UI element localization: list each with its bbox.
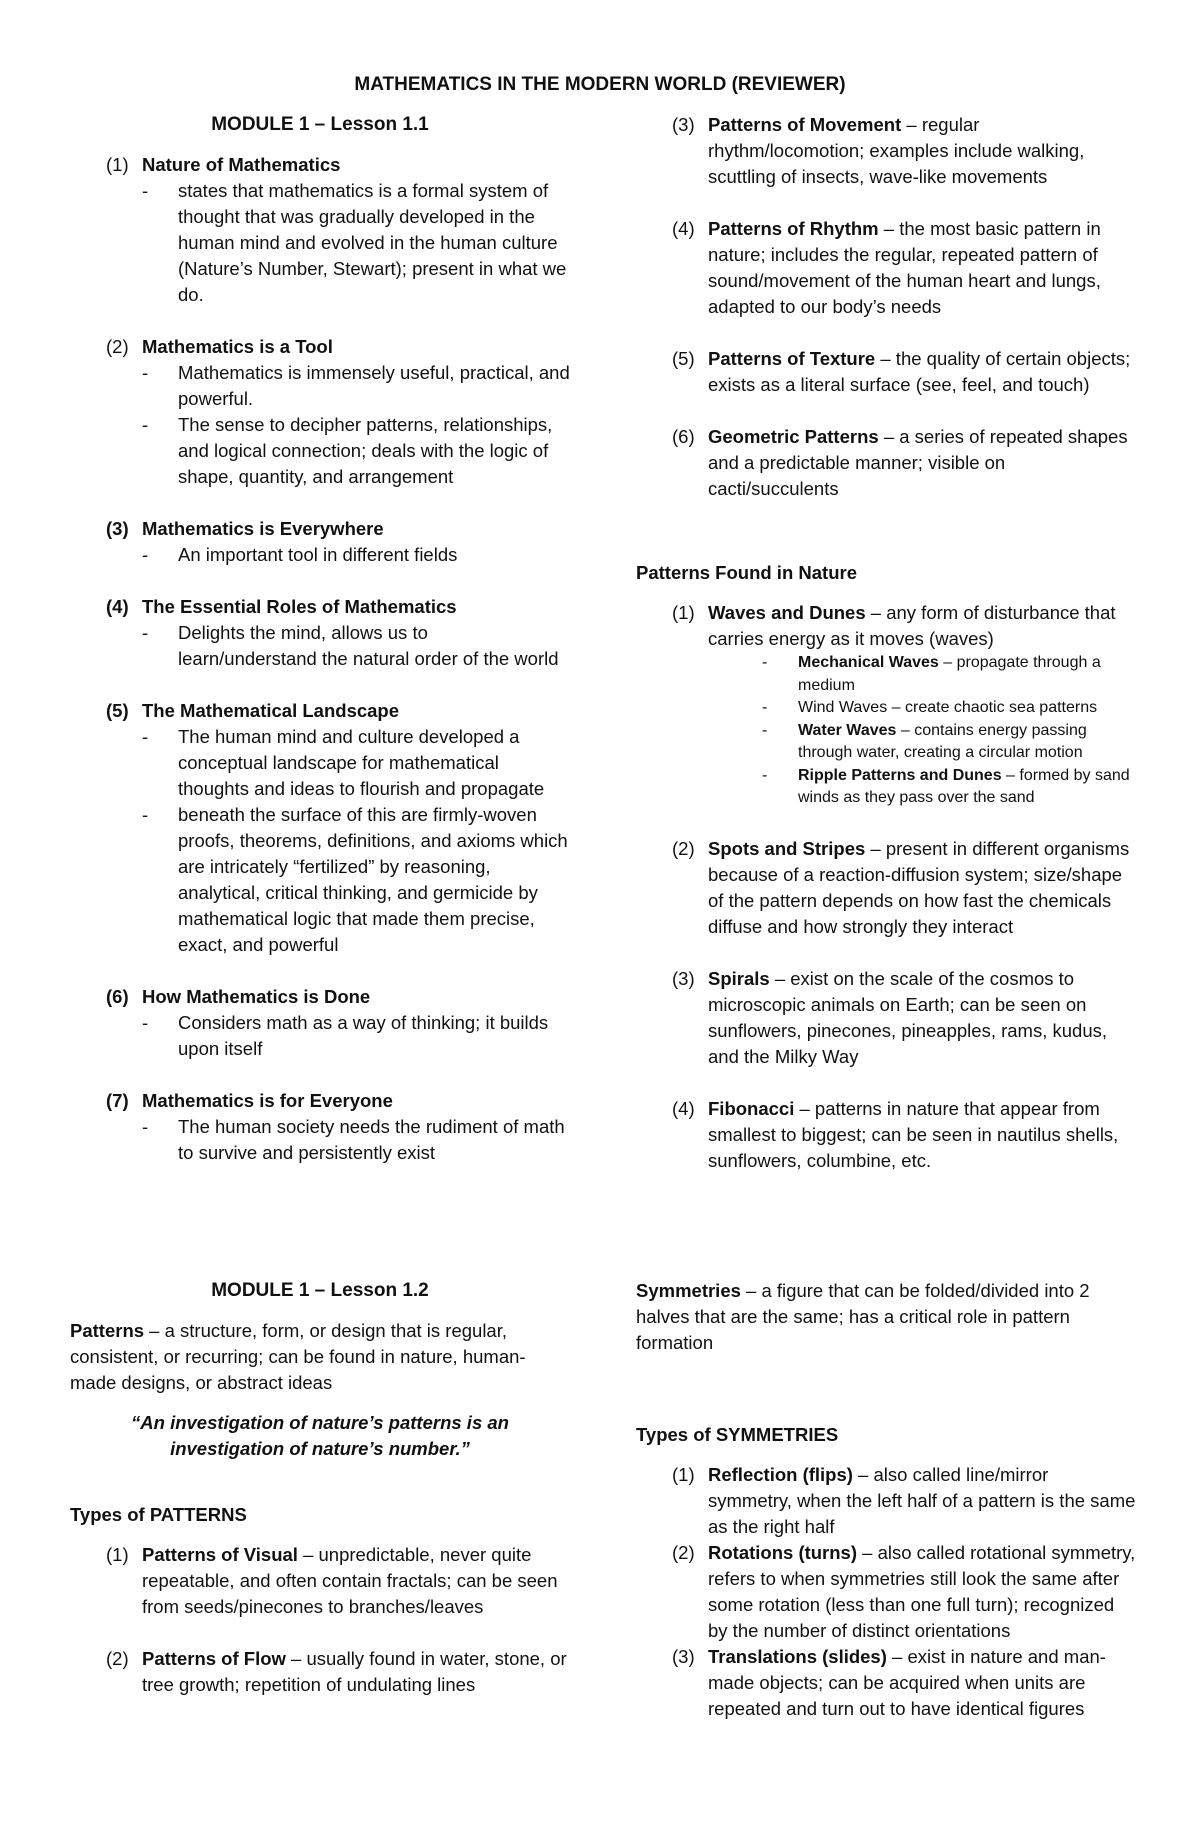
item-title: How Mathematics is Done bbox=[142, 986, 371, 1007]
nature-item-1: (1) Waves and Dunes – any form of disturbance that carries energy as it moves (waves) - Mechanical Waves – propagate through a medium - Wind Waves – create chaotic sea patterns - Water Waves – contains energy passing through water, creating a circular motion - Ripple Patterns and Dunes – formed by sand winds as they pass over the sand bbox=[636, 600, 1136, 810]
right-column-bottom bbox=[636, 1278, 1136, 1722]
item-number: (3) bbox=[672, 1646, 695, 1667]
pattern-type-5: (5) Patterns of Texture – the quality of certain objects; exists as a literal surface (see, feel, and touch) bbox=[636, 346, 1136, 398]
item-number: (2) bbox=[106, 1648, 129, 1669]
patterns-definition: Patterns – a structure, form, or design that is regular, consistent, or recurring; can be found in nature, human-made designs, or abstract ideas bbox=[70, 1320, 526, 1393]
item-number: (3) bbox=[672, 114, 695, 135]
sub-point: - The sense to decipher patterns, relationships, and logical connection; deals with the logic of shape, quantity, and arrangement bbox=[142, 414, 553, 487]
lesson11-item-1 bbox=[70, 152, 570, 308]
sub-point: - Delights the mind, allows us to learn/understand the natural order of the world bbox=[142, 622, 559, 669]
item-number: (1) bbox=[106, 1544, 129, 1565]
lesson11-item-2 bbox=[70, 334, 570, 490]
lesson11-item-7 bbox=[70, 1088, 570, 1166]
wave-subtype: - Ripple Patterns and Dunes – formed by sand winds as they pass over the sand bbox=[762, 766, 1130, 806]
right-column-top bbox=[636, 112, 1136, 1174]
nature-item-3: (3) Spirals – exist on the scale of the cosmos to microscopic animals on Earth; can be seen on sunflowers, pinecones, pineapples, rams, kudus, and the Milky Way bbox=[636, 966, 1136, 1070]
item-number: (4) bbox=[106, 596, 129, 617]
patterns-in-nature-heading: Patterns Found in Nature bbox=[636, 562, 857, 583]
item-number: (6) bbox=[106, 986, 129, 1007]
wave-subtype: - Wind Waves – create chaotic sea patterns bbox=[762, 699, 1098, 716]
nature-item-4: (4) Fibonacci – patterns in nature that appear from smallest to biggest; can be seen in nautilus shells, sunflowers, columbine, etc. bbox=[636, 1096, 1136, 1174]
item-number: (1) bbox=[672, 1464, 695, 1485]
sub-point: - beneath the surface of this are firmly-woven proofs, theorems, definitions, and axioms which are intricately “fertilized” by reasoning, analytical, critical thinking, and germicide by mathematical logic that made them precise, exact, and powerful bbox=[142, 804, 568, 955]
item-number: (3) bbox=[106, 518, 129, 539]
item-number: (5) bbox=[672, 348, 695, 369]
nature-quote: “An investigation of nature’s patterns is an investigation of nature’s number.” bbox=[131, 1412, 509, 1459]
item-number: (4) bbox=[672, 1097, 695, 1119]
symmetry-type-1: (1) Reflection (flips) – also called line/mirror symmetry, when the left half of a pattern is the same as the right half bbox=[636, 1462, 1136, 1540]
nature-item-2: (2) Spots and Stripes – present in different organisms because of a reaction-diffusion system; size/shape of the pattern depends on how fast the chemicals diffuse and how strongly they interact bbox=[636, 836, 1136, 940]
symmetry-type-3: (3) Translations (slides) – exist in nature and man-made objects; can be acquired when units are repeated and turn out to have identical figures bbox=[636, 1644, 1136, 1722]
item-title: Mathematics is Everywhere bbox=[142, 518, 384, 539]
item-title: The Essential Roles of Mathematics bbox=[142, 596, 457, 617]
item-title: Mathematics is a Tool bbox=[142, 336, 333, 357]
lesson-1-2-column bbox=[70, 1278, 570, 1698]
symmetry-type-2: (2) Rotations (turns) – also called rotational symmetry, refers to when symmetries still look the same after some rotation (less than one full turn); recognized by the number of distinct orientations bbox=[636, 1540, 1136, 1644]
wave-subtype: - Mechanical Waves – propagate through a medium bbox=[762, 654, 1101, 694]
lesson11-item-6 bbox=[70, 984, 570, 1062]
sub-point: - states that mathematics is a formal system of thought that was gradually developed in the human mind and evolved in the human culture (Nature’s Number, Stewart); present in what we do. bbox=[142, 180, 567, 305]
item-number: (3) bbox=[672, 967, 695, 989]
lesson-1-1-column bbox=[70, 112, 570, 1166]
sub-point: - Mathematics is immensely useful, practical, and powerful. bbox=[142, 362, 570, 409]
document-title: MATHEMATICS IN THE MODERN WORLD (REVIEWER) bbox=[354, 74, 846, 95]
item-number: (5) bbox=[106, 700, 129, 721]
item-number: (1) bbox=[106, 154, 129, 175]
sub-point: - The human mind and culture developed a conceptual landscape for mathematical thoughts and ideas to flourish and propagate bbox=[142, 726, 545, 799]
sub-point: - Considers math as a way of thinking; it builds upon itself bbox=[142, 1012, 549, 1059]
lesson-1-1-heading: MODULE 1 – Lesson 1.1 bbox=[211, 114, 429, 135]
lesson11-item-4 bbox=[70, 594, 570, 672]
types-of-symmetries-heading: Types of SYMMETRIES bbox=[636, 1424, 839, 1445]
item-title: Mathematics is for Everyone bbox=[142, 1090, 393, 1111]
pattern-type-4: (4) Patterns of Rhythm – the most basic pattern in nature; includes the regular, repeated pattern of sound/movement of the human heart and lungs, adapted to our body’s needs bbox=[636, 216, 1136, 320]
pattern-type-6: (6) Geometric Patterns – a series of repeated shapes and a predictable manner; visible on cacti/succulents bbox=[636, 424, 1136, 502]
item-number: (1) bbox=[672, 602, 695, 623]
sub-point: - An important tool in different fields bbox=[142, 544, 458, 565]
lesson-1-2-heading: MODULE 1 – Lesson 1.2 bbox=[211, 1280, 429, 1301]
sub-point: - The human society needs the rudiment of math to survive and persistently exist bbox=[142, 1116, 565, 1163]
pattern-type-2: (2) Patterns of Flow – usually found in water, stone, or tree growth; repetition of undulating lines bbox=[70, 1646, 570, 1698]
item-number: (6) bbox=[672, 426, 695, 447]
types-of-patterns-heading: Types of PATTERNS bbox=[70, 1504, 247, 1525]
item-title: Nature of Mathematics bbox=[142, 154, 341, 175]
item-number: (2) bbox=[672, 837, 695, 859]
item-number: (7) bbox=[106, 1090, 129, 1111]
item-number: (2) bbox=[672, 1542, 695, 1563]
symmetries-definition: Symmetries – a figure that can be folded/divided into 2 halves that are the same; has a critical role in pattern formation bbox=[636, 1280, 1090, 1353]
pattern-type-3: (3) Patterns of Movement – regular rhythm/locomotion; examples include walking, scuttling of insects, wave-like movements bbox=[636, 112, 1136, 190]
item-title: The Mathematical Landscape bbox=[142, 700, 400, 721]
lesson11-item-5 bbox=[70, 698, 570, 958]
wave-subtype: - Water Waves – contains energy passing through water, creating a circular motion bbox=[762, 721, 1087, 761]
pattern-type-1: (1) Patterns of Visual – unpredictable, never quite repeatable, and often contain fractals; can be seen from seeds/pinecones to branches/leaves bbox=[70, 1542, 570, 1620]
item-number: (4) bbox=[672, 218, 695, 239]
lesson11-item-3 bbox=[70, 516, 570, 568]
item-number: (2) bbox=[106, 336, 129, 357]
